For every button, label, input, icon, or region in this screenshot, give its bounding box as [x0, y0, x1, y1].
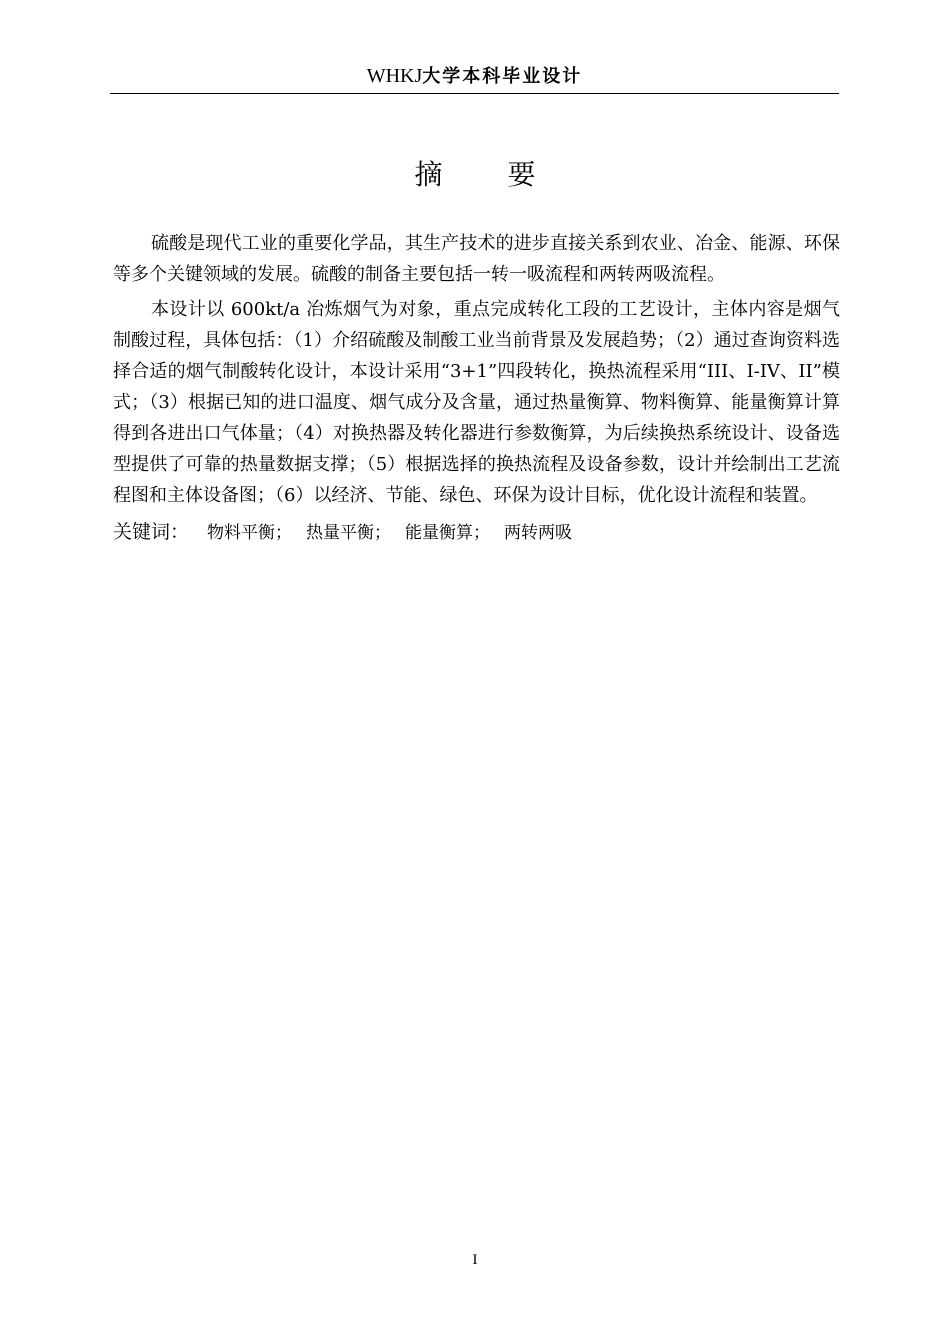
keyword-item: 能量衡算；	[405, 523, 491, 543]
keyword-item: 热量平衡；	[306, 523, 392, 543]
page-header	[110, 58, 839, 94]
header-school-code: WHKJ	[366, 65, 423, 87]
abstract-body	[113, 228, 840, 549]
keyword-item: 两转两吸	[504, 523, 573, 543]
keywords-label: 关键词：	[113, 521, 190, 543]
abstract-paragraph-1: 硫酸是现代工业的重要化学品，其生产技术的进步直接关系到农业、冶金、能源、环保等多个关键领域的发展。硫酸的制备主要包括一转一吸流程和两转两吸流程。	[113, 233, 840, 285]
keyword-item: 物料平衡；	[207, 523, 293, 543]
keywords-line	[113, 517, 840, 549]
abstract-paragraph-2: 本设计以 600kt/a 冶炼烟气为对象，重点完成转化工段的工艺设计，主体内容是烟气制酸过程，具体包括：（1）介绍硫酸及制酸工业当前背景及发展趋势；（2）通过查询资料选择合适的烟气制酸转化设计，本设计采用“3+1”四段转化，换热流程采用“III、I-IV、II”模式；（3）根据已知的进口温度、烟气成分及含量，通过热量衡算、物料衡算、能量衡算计算得到各进出口气体量；（4）对换热器及转化器进行参数衡算，为后续换热系统设计、设备选型提供了可靠的热量数据支撑；（5）根据选择的换热流程及设备参数，设计并绘制出工艺流程图和主体设备图；（6）以经济、节能、绿色、环保为设计目标，优化设计流程和装置。	[113, 299, 840, 506]
page-number: I	[472, 1252, 478, 1268]
abstract-title: 摘 要	[414, 158, 564, 191]
header-document-type: 大学本科毕业设计	[422, 66, 583, 87]
header-text	[367, 62, 583, 88]
